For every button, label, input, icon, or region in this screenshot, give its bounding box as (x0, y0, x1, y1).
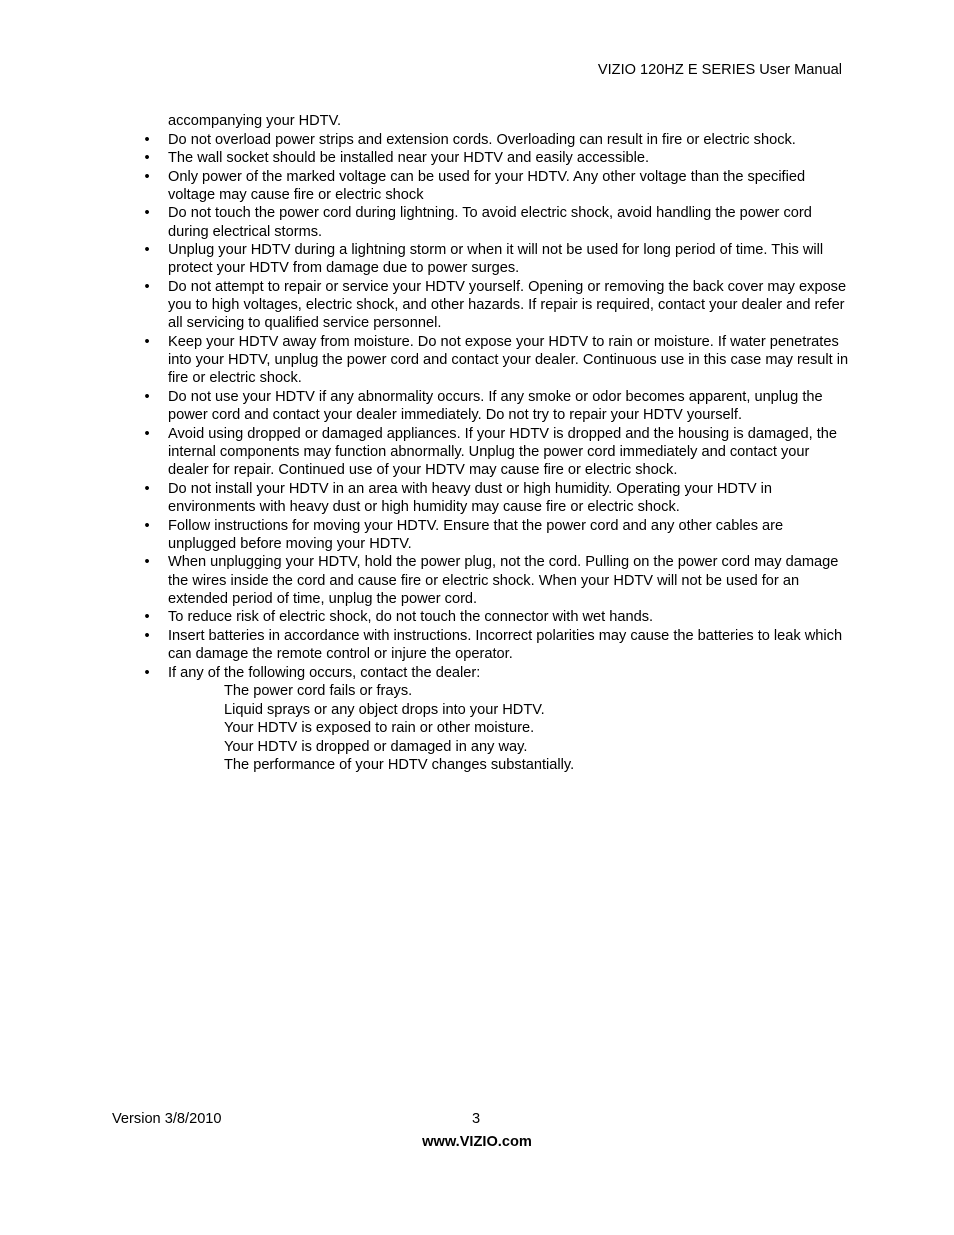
page-number: 3 (472, 1111, 481, 1127)
bullet-icon: • (144, 279, 150, 296)
safety-bullet-item (142, 627, 852, 663)
bullet-icon: • (144, 664, 150, 681)
bullet-icon: • (144, 168, 150, 185)
dealer-condition-item: Liquid sprays or any object drops into your HDTV. (224, 701, 545, 718)
safety-bullet-list (142, 131, 852, 683)
footer-website: www.VIZIO.com (422, 1134, 532, 1150)
bullet-text: Do not use your HDTV if any abnormality occurs. If any smoke or odor becomes apparent, unplug the power cord and contact your dealer immediately. Do not try to repair your HDTV yourself. (168, 389, 823, 424)
bullet-icon: • (144, 389, 150, 406)
bullet-icon: • (144, 242, 150, 259)
bullet-icon: • (144, 628, 150, 645)
bullet-icon: • (144, 425, 150, 442)
bullet-icon: • (144, 150, 150, 167)
bullet-text: The wall socket should be installed near your HDTV and easily accessible. (168, 150, 650, 167)
dealer-condition-item: The power cord fails or frays. (224, 683, 413, 700)
dealer-condition-item: Your HDTV is dropped or damaged in any way. (224, 738, 528, 755)
bullet-icon: • (144, 554, 150, 571)
bullet-text: To reduce risk of electric shock, do not touch the connector with wet hands. (168, 609, 654, 626)
bullet-text: Do not overload power strips and extension cords. Overloading can result in fire or electric shock. (168, 131, 796, 148)
safety-bullet-item (142, 333, 852, 388)
safety-bullet-item (142, 131, 852, 149)
safety-bullet-item (142, 480, 852, 516)
page-header-title: VIZIO 120HZ E SERIES User Manual (597, 62, 842, 78)
safety-bullet-item (142, 278, 852, 333)
bullet-icon: • (144, 131, 150, 148)
bullet-text: Follow instructions for moving your HDTV. Ensure that the power cord and any other cables are unplugged before moving your HDTV. (168, 517, 784, 552)
bullet-text: If any of the following occurs, contact the dealer: (168, 664, 481, 681)
safety-bullet-item (142, 517, 852, 553)
safety-bullet-item (142, 425, 852, 480)
safety-bullet-item (142, 204, 852, 240)
bullet-text: Avoid using dropped or damaged appliances. If your HDTV is dropped and the housing is damaged, the internal components may function abnormally. Unplug the power cord immediately and contact your dealer for repair. Continued use of your HDTV may cause fire or electric shock. (168, 425, 838, 479)
safety-bullet-item (142, 388, 852, 424)
bullet-text: Unplug your HDTV during a lightning storm or when it will not be used for long period of time. This will protect your HDTV from damage due to power surges. (168, 242, 824, 277)
bullet-text: Do not install your HDTV in an area with heavy dust or high humidity. Operating your HDTV in environments with heavy dust or high humidity may cause fire or electric shock. (168, 480, 773, 516)
safety-bullet-item (142, 664, 852, 682)
safety-bullet-item (142, 553, 852, 608)
bullet-text: When unplugging your HDTV, hold the power plug, not the cord. Pulling on the power cord may damage the wires inside the cord and cause fire or electric shock. When your HDTV will not be used for an extended period of time, unplug the power cord. (168, 554, 839, 607)
safety-bullet-item (142, 149, 852, 167)
bullet-text: Do not touch the power cord during lightning. To avoid electric shock, avoid handling the power cord during electrical storms. (168, 205, 812, 240)
bullet-text: Only power of the marked voltage can be used for your HDTV. Any other voltage than the specified voltage may cause fire or electric shock (168, 168, 806, 203)
bullet-icon: • (144, 480, 150, 497)
bullet-text: Insert batteries in accordance with instructions. Incorrect polarities may cause the batteries to leak which can damage the remote control or injure the operator. (168, 628, 843, 663)
footer-version: Version 3/8/2010 (112, 1111, 222, 1127)
bullet-icon: • (144, 205, 150, 222)
dealer-condition-item: The performance of your HDTV changes substantially. (224, 757, 575, 774)
dealer-condition-item: Your HDTV is exposed to rain or other moisture. (224, 720, 535, 737)
safety-bullet-item (142, 241, 852, 277)
bullet-icon: • (144, 334, 150, 351)
safety-instructions (142, 112, 852, 774)
safety-bullet-item (142, 608, 852, 626)
bullet-text: Do not attempt to repair or service your HDTV yourself. Opening or removing the back cover may expose you to high voltages, electric shock, and other hazards. If repair is required, contact your dealer and refer all servicing to qualified service personnel. (168, 279, 847, 332)
safety-bullet-item (142, 168, 852, 204)
dealer-conditions-list (142, 682, 852, 774)
bullet-icon: • (144, 609, 150, 626)
continued-text: accompanying your HDTV. (168, 113, 342, 129)
bullet-icon: • (144, 517, 150, 534)
bullet-text: Keep your HDTV away from moisture. Do not expose your HDTV to rain or moisture. If water penetrates into your HDTV, unplug the power cord and contact your dealer. Continuous use in this case may result in fire or electric shock. (168, 334, 849, 387)
